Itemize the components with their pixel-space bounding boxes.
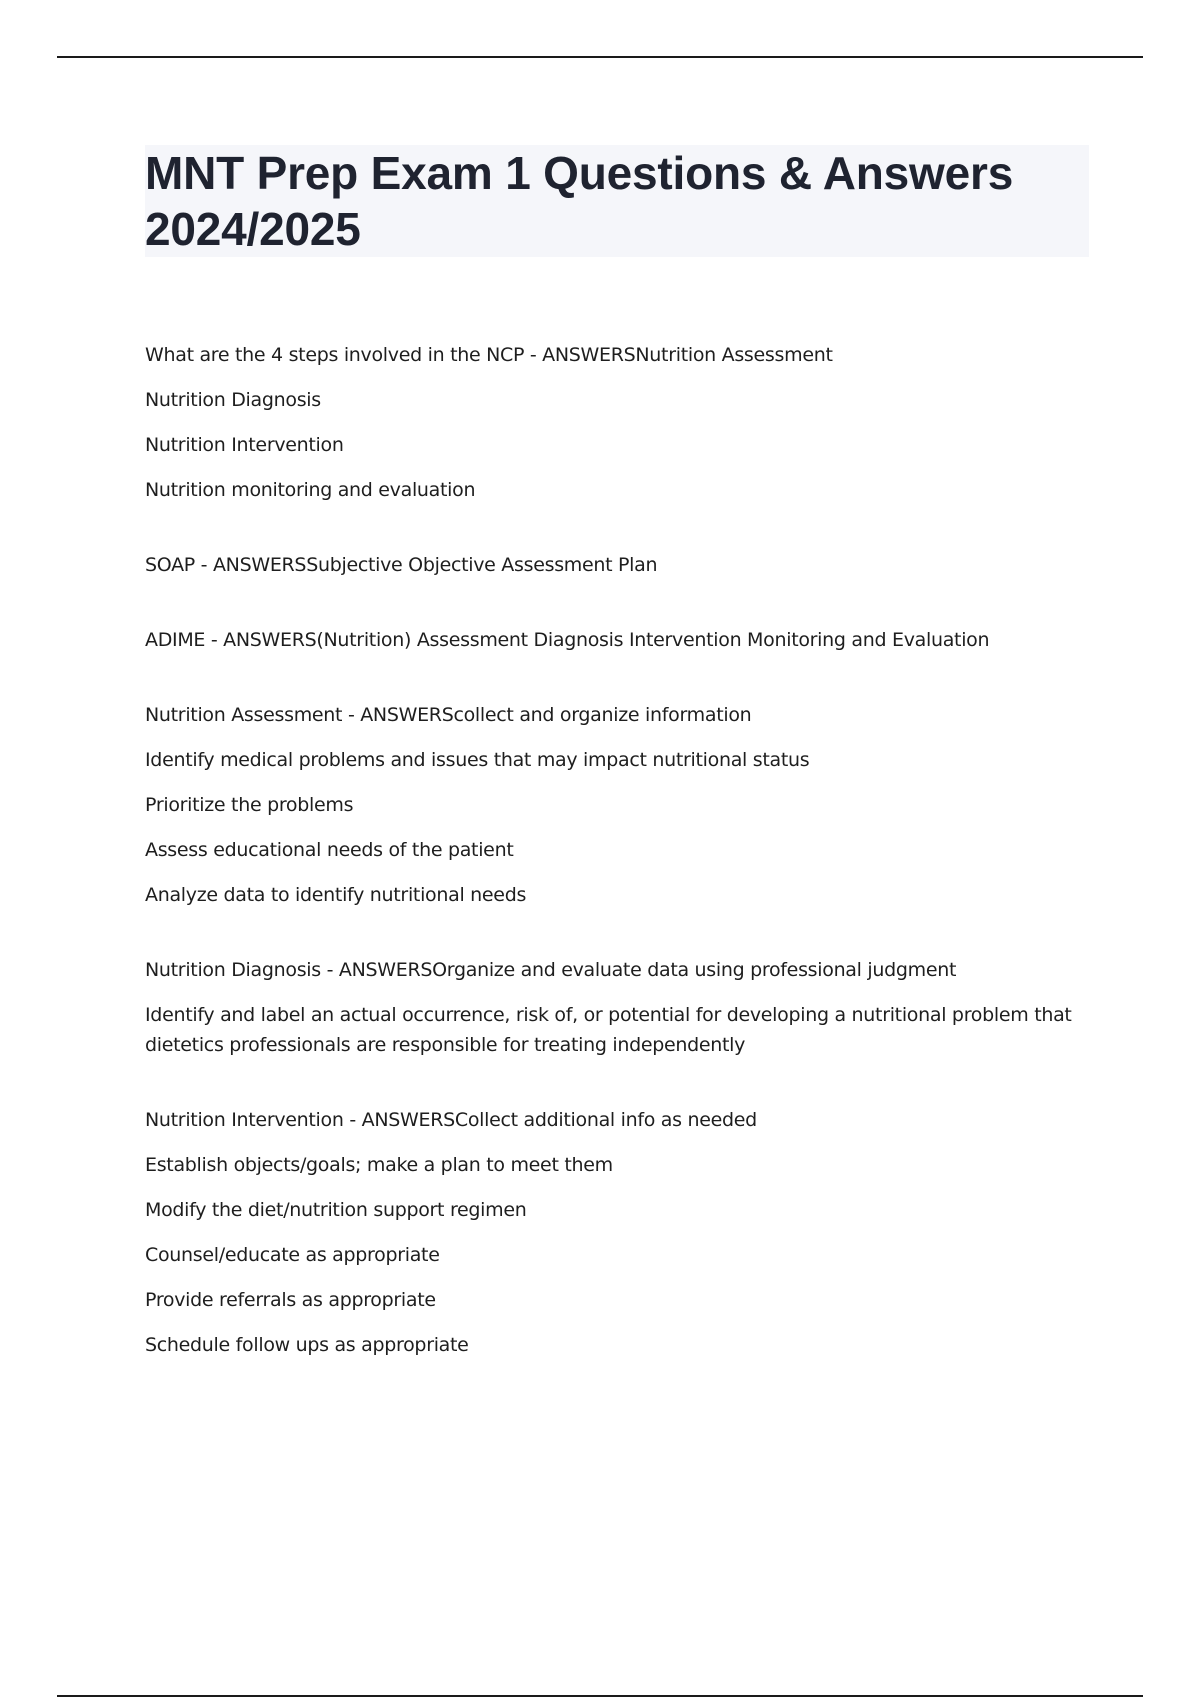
title-line-2: 2024/2025 xyxy=(145,203,361,255)
qa-line: Nutrition Intervention - ANSWERSCollect additional info as needed xyxy=(145,1109,757,1131)
title-block xyxy=(145,145,1089,257)
document-title xyxy=(145,145,1089,257)
qa-line: Nutrition Diagnosis - ANSWERSOrganize and evaluate data using professional judgment xyxy=(145,959,957,981)
qa-line: Assess educational needs of the patient xyxy=(145,839,514,861)
qa-line: SOAP - ANSWERSSubjective Objective Assessment Plan xyxy=(145,554,658,576)
bottom-rule xyxy=(57,1695,1143,1697)
qa-ncp-steps xyxy=(145,340,1095,505)
qa-nutrition-intervention xyxy=(145,1105,1095,1360)
title-line-1: MNT Prep Exam 1 Questions & Answers xyxy=(145,147,1014,199)
qa-line: Nutrition Intervention xyxy=(145,434,344,456)
qa-line: Analyze data to identify nutritional needs xyxy=(145,884,527,906)
qa-list xyxy=(145,340,1095,1405)
qa-line: Identify and label an actual occurrence, risk of, or potential for developing a nutritional problem that dietetics professionals are responsible for treating independently xyxy=(145,1004,1072,1056)
qa-soap xyxy=(145,550,1095,580)
qa-line: ADIME - ANSWERS(Nutrition) Assessment Diagnosis Intervention Monitoring and Evaluation xyxy=(145,629,990,651)
qa-adime xyxy=(145,625,1095,655)
qa-line: Nutrition Assessment - ANSWERScollect and organize information xyxy=(145,704,752,726)
qa-line: Identify medical problems and issues that may impact nutritional status xyxy=(145,749,810,771)
qa-line: Establish objects/goals; make a plan to meet them xyxy=(145,1154,613,1176)
qa-line: Nutrition monitoring and evaluation xyxy=(145,479,476,501)
qa-line: Nutrition Diagnosis xyxy=(145,389,321,411)
qa-line: Modify the diet/nutrition support regimen xyxy=(145,1199,527,1221)
qa-line: Provide referrals as appropriate xyxy=(145,1289,436,1311)
top-rule xyxy=(57,56,1143,58)
qa-nutrition-diagnosis xyxy=(145,955,1095,1060)
qa-line: Counsel/educate as appropriate xyxy=(145,1244,440,1266)
qa-line: What are the 4 steps involved in the NCP - ANSWERSNutrition Assessment xyxy=(145,344,833,366)
qa-line: Schedule follow ups as appropriate xyxy=(145,1334,469,1356)
qa-nutrition-assessment xyxy=(145,700,1095,910)
qa-line: Prioritize the problems xyxy=(145,794,354,816)
